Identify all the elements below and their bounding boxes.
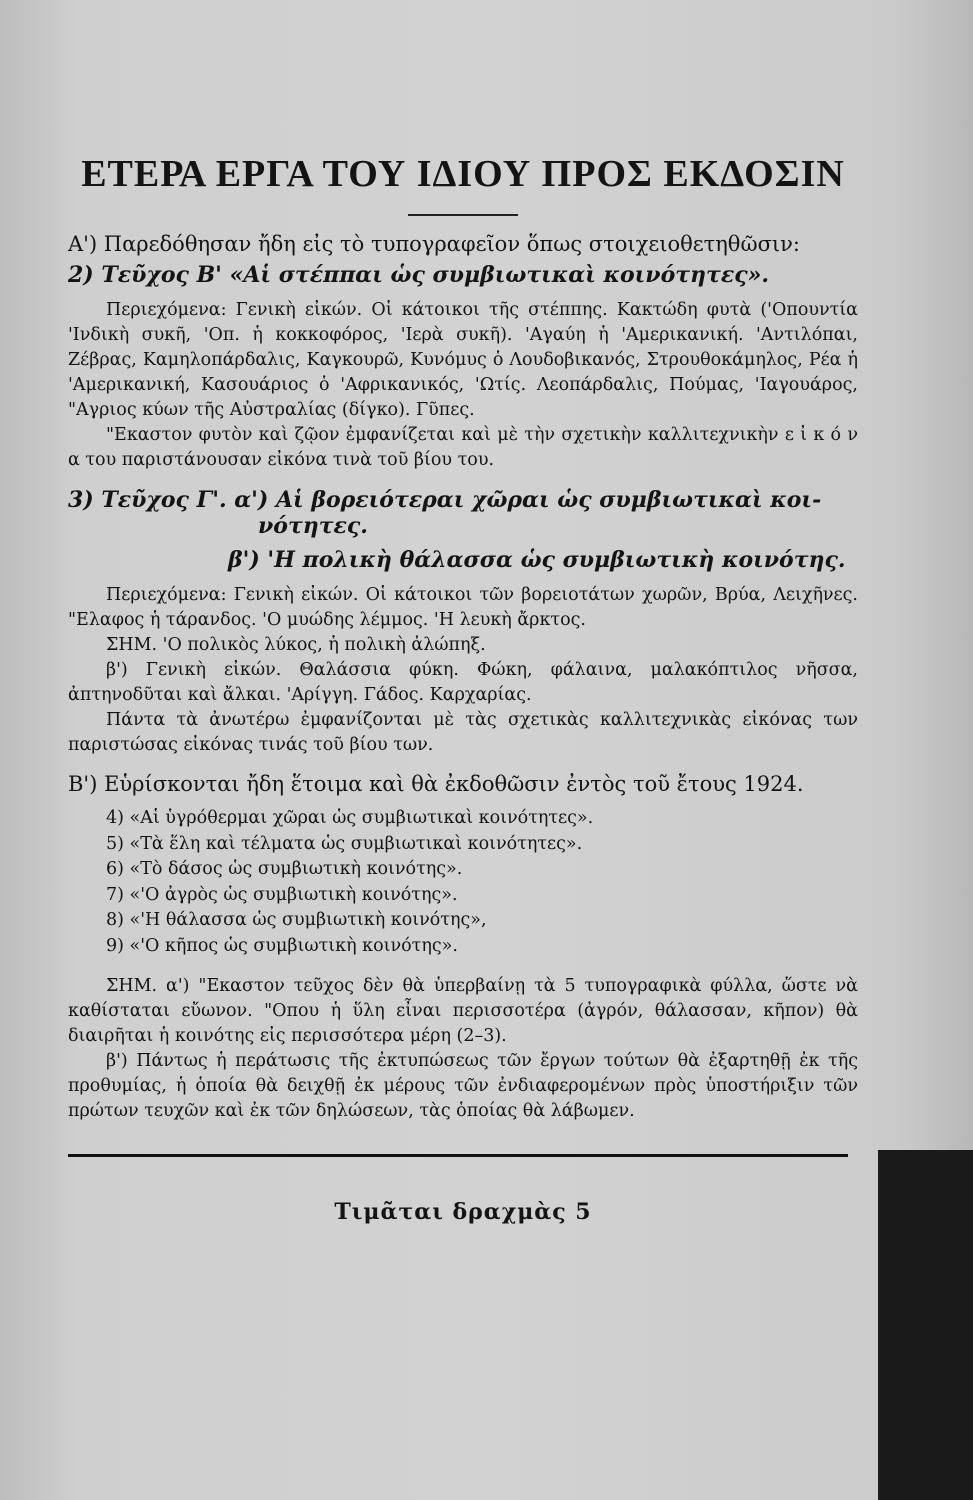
page-title: ΕΤΕΡΑ ΕΡΓΑ ΤΟΥ ΙΔΙΟΥ ΠΡΟΣ ΕΚΔΟΣΙΝ — [81, 153, 845, 195]
list-item: 9) «'Ο κῆπος ὡς συμβιωτικὴ κοινότης». — [106, 935, 458, 956]
issue-2-contents: Περιεχόμενα: Γενικὴ εἰκών. Οἱ κάτοικοι τῆς στέππης. Κακτώδη φυτὰ ('Οπουντία 'Ινδικὴ συκῆ, 'Οπ. ἡ κοκκοφόρος, 'Ιερὰ συκῆ). 'Αγαύη ἡ 'Αμερικανική. 'Αντιλόπαι, Ζέβρας, Καμηλοπάρδαλις, Καγκουρῶ, Κυνόμυς ὁ Λουδοβικανός, Στρουθοκάμηλος, Ρέα ἡ 'Αμερικανική, Κασουάριος ὁ 'Αφρικανικός, 'Ωτίς. Λεοπάρδαλις, Πούμας, 'Ιαγουάρος, "Αγριος κύων τῆς Αὐστραλίας (δίγκο). Γῦπες. — [68, 300, 858, 420]
issue-2-note: "Εκαστον φυτὸν καὶ ζῷον ἐμφανίζεται καὶ μὲ τὴν σχετικὴν καλλιτεχνικὴν ε ἰ κ ό ν α του παριστάνουσαν εἰκόνα τινὰ τοῦ βίου του. — [68, 425, 858, 470]
issue-3-heading-a: 3) Τεῦχος Γ'. α') Αἱ βορειότεραι χῶραι ὡς συμβιωτικαὶ κοι- — [68, 487, 822, 513]
price-line: Τιμᾶται δραχμὰς 5 — [334, 1198, 592, 1225]
issue-3-block — [68, 487, 858, 573]
forthcoming-list — [68, 806, 858, 960]
bottom-divider — [68, 1154, 848, 1157]
issue-3-sim: ΣΗΜ. 'Ο πολικὸς λύκος, ἡ πολικὴ ἀλώπηξ. — [106, 635, 486, 655]
section-b-heading: Β') Εὑρίσκονται ἤδη ἕτοιμα καὶ θὰ ἐκδοθῶσιν ἐντὸς τοῦ ἔτους 1924. — [68, 772, 804, 796]
issue-2-heading: 2) Τεῦχος Β' «Αἱ στέππαι ὡς συμβιωτικαὶ κοινότητες». — [68, 262, 770, 288]
issue-3-heading-a-continued: νότητες. — [258, 513, 368, 539]
note-b: β') Πάντως ἡ περάτωσις τῆς ἐκτυπώσεως τῶν ἔργων τούτων θὰ ἐξαρτηθῇ ἐκ τῆς προθυμίας, ἡ ὁποία θὰ δειχθῇ ἐκ μέρους τῶν ἐνδιαφερομένων πρὸς ὑποστήριξιν τῶν πρώτων τευχῶν καὶ ἐκ τῶν δηλώσεων, τὰς ὁποίας θὰ λάβωμεν. — [68, 1050, 858, 1121]
list-item: 5) «Τὰ ἕλη καὶ τέλματα ὡς συμβιωτικαὶ κοινότητες». — [106, 833, 583, 854]
issue-3-beta: β') Γενικὴ εἰκών. Θαλάσσια φύκη. Φώκη, φάλαινα, μαλακόπτιλος νῆσσα, ἀπτηνοδῦται καὶ ἄλκαι. 'Αρίγγη. Γάδος. Καρχαρίας. — [68, 660, 858, 705]
list-item: 4) «Αἱ ὑγρόθερμαι χῶραι ὡς συμβιωτικαὶ κοινότητες». — [106, 808, 594, 828]
title-divider — [408, 214, 518, 216]
list-item: 6) «Τὸ δάσος ὡς συμβιωτικὴ κοινότης». — [106, 859, 463, 880]
section-a-heading: Α') Παρεδόθησαν ἤδη εἰς τὸ τυπογραφεῖον ὅπως στοιχειοθετηθῶσιν: — [68, 232, 800, 256]
issue-3-contents: Περιεχόμενα: Γενικὴ εἰκών. Οἱ κάτοικοι τῶν βορειοτάτων χωρῶν, Βρύα, Λειχῆνες. "Ελαφος ἡ τάρανδος. 'Ο μυώδης λέμμος. 'Η λευκὴ ἄρκτος. — [68, 585, 858, 630]
issue-3-note: Πάντα τὰ ἀνωτέρω ἐμφανίζονται μὲ τὰς σχετικὰς καλλιτεχνικὰς εἰκόνας των παριστώσας εἰκόνας τινάς τοῦ βίου των. — [68, 710, 858, 755]
scan-edge-shadow — [878, 1150, 973, 1500]
issue-3-heading-b: β') 'Η πολικὴ θάλασσα ὡς συμβιωτικὴ κοινότης. — [228, 547, 846, 573]
note-a: ΣΗΜ. α') "Εκαστον τεῦχος δὲν θὰ ὑπερβαίνῃ τὰ 5 τυπογραφικὰ φύλλα, ὥστε νὰ καθίσταται εὔωνον. "Οπου ἡ ὕλη εἶναι περισσοτέρα (ἀγρόν, θάλασσαν, κῆπον) θὰ διαιρῆται ἡ κοινότης εἰς περισσότερα μέρη (2–3). — [68, 975, 858, 1046]
list-item: 7) «'Ο ἀγρὸς ὡς συμβιωτικὴ κοινότης». — [106, 884, 458, 905]
document-body — [68, 140, 858, 1225]
list-item: 8) «'Η θάλασσα ὡς συμβιωτικὴ κοινότης», — [106, 910, 487, 931]
